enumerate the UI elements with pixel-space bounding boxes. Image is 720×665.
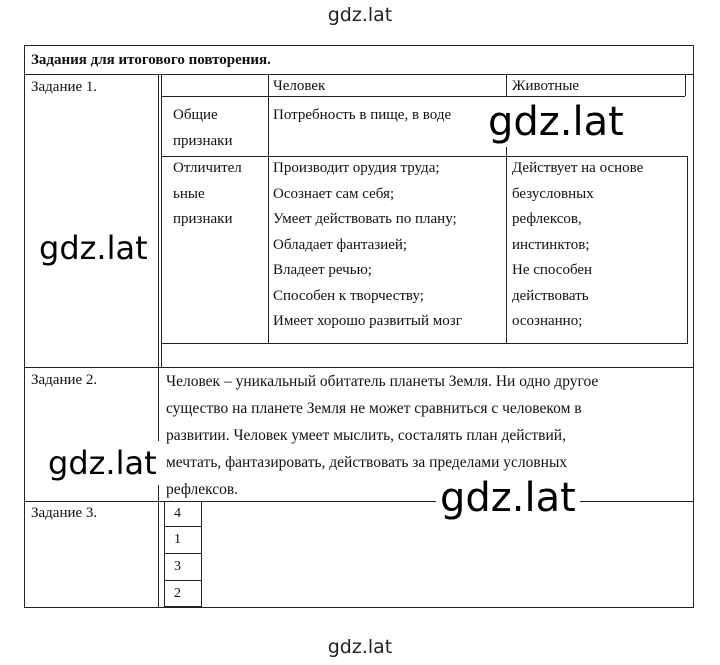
watermark-big: gdz.lat [436, 473, 580, 523]
answer-line: рефлексов. [166, 481, 239, 498]
watermark-top: gdz.lat [327, 4, 393, 26]
row2-animals [512, 156, 643, 335]
answer-line: существо на планете Земля не может сравниться с человеком в [166, 400, 582, 417]
order-box-left [164, 501, 165, 608]
order-line [164, 580, 202, 581]
order-box [164, 501, 202, 607]
row1-label-line: признаки [173, 132, 233, 149]
divider-left-inner [161, 75, 162, 367]
row-separator [25, 501, 693, 502]
row2-human [273, 156, 462, 335]
row1-label-line: Общие [173, 107, 218, 123]
header-human: Человек [273, 78, 326, 94]
row2-label-line: Отличител [173, 160, 242, 176]
order-number: 3 [174, 559, 181, 574]
watermark-big: gdz.lat [484, 97, 628, 147]
order-number: 1 [174, 532, 181, 547]
answer-line: Человек – уникальный обитатель планеты Земля. Ни одно другое [166, 373, 599, 390]
watermark-bottom: gdz.lat [327, 636, 393, 658]
task1-label: Задание 1. [31, 79, 98, 95]
answer-line: развитии. Человек умеет мыслить, состалять план действий, [166, 427, 566, 444]
answer-line: мечтать, фантазировать, действовать за пределами условных [166, 454, 568, 471]
trait-line: инстинктов; [512, 236, 590, 253]
row1-human: Потребность в пище, в воде [273, 107, 452, 123]
trait-line: Осознает сам себя; [273, 185, 395, 202]
trait-line: Имеет хорошо развитый мозг [273, 313, 462, 329]
trait-line: Владеет речью; [273, 262, 372, 278]
row1-label [173, 103, 232, 154]
table-title: Задания для итогового повторения. [25, 46, 693, 75]
task2-label: Задание 2. [31, 372, 98, 388]
task2-answer [166, 368, 686, 503]
trait-line: Действует на основе [512, 160, 644, 176]
trait-line: Производит орудия труда; [273, 160, 440, 176]
row2-label [173, 156, 242, 233]
header-animals: Животные [512, 78, 580, 94]
task3-label: Задание 3. [31, 505, 98, 521]
inner-bottom-line [161, 343, 687, 344]
trait-line: действовать [512, 287, 589, 304]
divider-left [158, 75, 159, 608]
order-line [164, 526, 202, 527]
trait-line: Обладает фантазией; [273, 236, 408, 253]
trait-line: осознанно; [512, 313, 583, 329]
trait-line: рефлексов, [512, 211, 582, 227]
inner-col-line-1 [268, 75, 269, 343]
trait-line: безусловных [512, 185, 594, 202]
order-line [164, 553, 202, 554]
trait-line: Способен к творчеству; [273, 287, 424, 304]
watermark-big: gdz.lat [44, 441, 161, 485]
inner-col-line-3a [685, 75, 686, 96]
trait-line: Умеет действовать по плану; [273, 211, 457, 227]
watermark-big: gdz.lat [35, 226, 152, 270]
order-number: 4 [174, 506, 181, 521]
trait-line: Не способен [512, 262, 593, 278]
row2-label-line: ьные [173, 185, 205, 202]
inner-col-line-3b [687, 156, 688, 344]
order-number: 2 [174, 586, 181, 601]
row2-label-line: признаки [173, 211, 233, 227]
